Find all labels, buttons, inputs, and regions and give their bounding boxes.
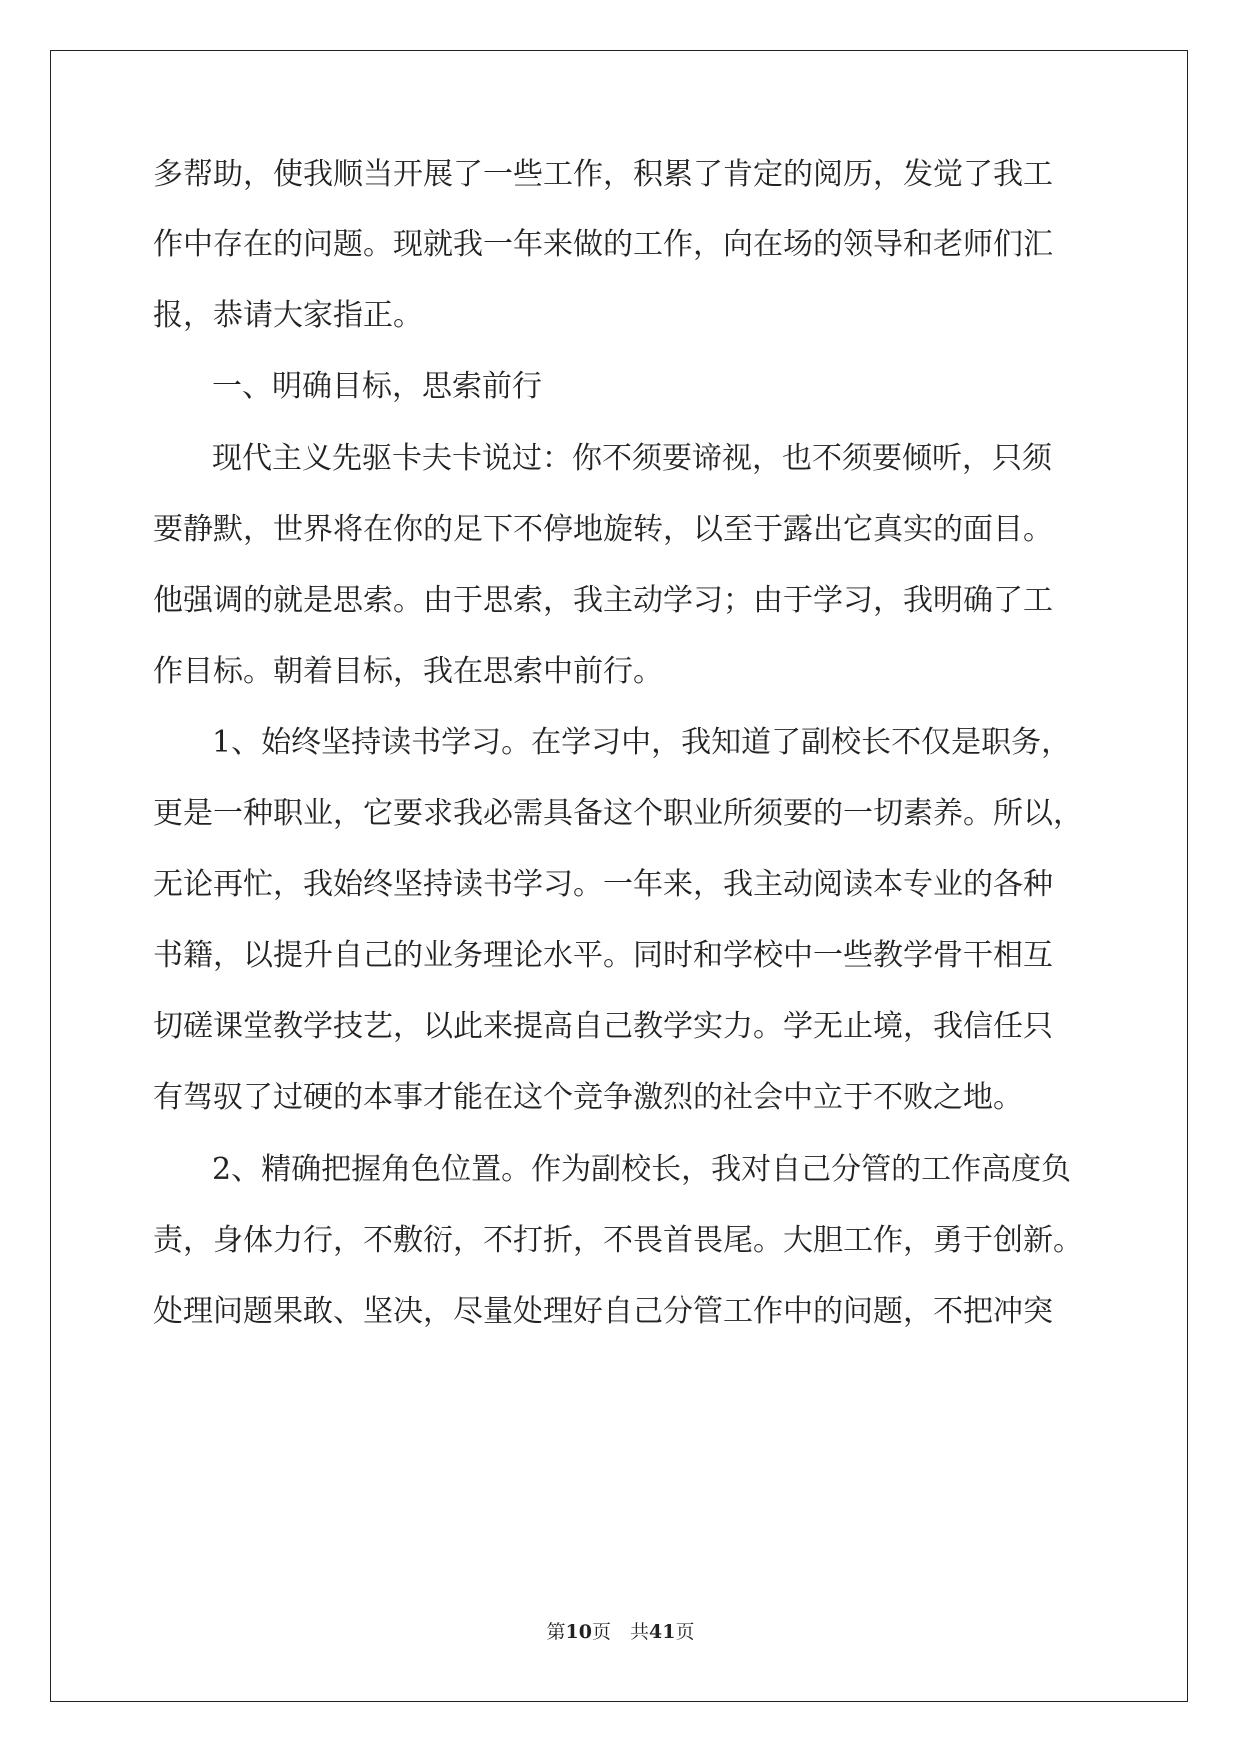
text-line: 要静默，世界将在你的足下不停地旋转，以至于露出它真实的面目。 bbox=[153, 512, 1053, 547]
text-line: 报，恭请大家指正。 bbox=[153, 298, 423, 333]
footer-suffix: 页 bbox=[675, 1621, 695, 1643]
total-pages-number: 41 bbox=[649, 1621, 676, 1643]
text-line: 他强调的就是思索。由于思索，我主动学习；由于学习，我明确了工 bbox=[153, 583, 1053, 618]
text-line: 切磋课堂教学技艺，以此来提高自己教学实力。学无止境，我信任只 bbox=[153, 1009, 1053, 1044]
text-line: 责，身体力行，不敷衍，不打折，不畏首畏尾。大胆工作，勇于创新。 bbox=[153, 1223, 1083, 1258]
text-line: 作中存在的问题。现就我一年来做的工作，向在场的领导和老师们汇 bbox=[153, 227, 1053, 262]
current-page-number: 10 bbox=[565, 1621, 592, 1643]
footer-prefix: 第 bbox=[546, 1621, 566, 1643]
text-line: 多帮助，使我顺当开展了一些工作，积累了肯定的阅历，发觉了我工 bbox=[153, 157, 1053, 192]
text-line: 更是一种职业，它要求我必需具备这个职业所须要的一切素养。所以， bbox=[153, 796, 1083, 831]
text-line: 作目标。朝着目标，我在思索中前行。 bbox=[153, 654, 663, 689]
text-line: 1、始终坚持读书学习。在学习中，我知道了副校长不仅是职务， bbox=[212, 725, 1072, 760]
text-line: 现代主义先驱卡夫卡说过：你不须要谛视，也不须要倾听，只须 bbox=[212, 441, 1052, 476]
section-heading: 一、明确目标，思索前行 bbox=[212, 369, 542, 404]
text-line: 有驾驭了过硬的本事才能在这个竞争激烈的社会中立于不败之地。 bbox=[153, 1080, 1023, 1115]
text-line: 书籍，以提升自己的业务理论水平。同时和学校中一些教学骨干相互 bbox=[153, 938, 1053, 973]
text-line: 处理问题果敢、坚决，尽量处理好自己分管工作中的问题，不把冲突 bbox=[153, 1294, 1053, 1329]
page-footer bbox=[0, 1617, 1241, 1644]
footer-middle: 页 共 bbox=[591, 1621, 649, 1643]
text-line: 无论再忙，我始终坚持读书学习。一年来，我主动阅读本专业的各种 bbox=[153, 867, 1053, 902]
text-line: 2、精确把握角色位置。作为副校长，我对自己分管的工作高度负 bbox=[212, 1152, 1072, 1187]
